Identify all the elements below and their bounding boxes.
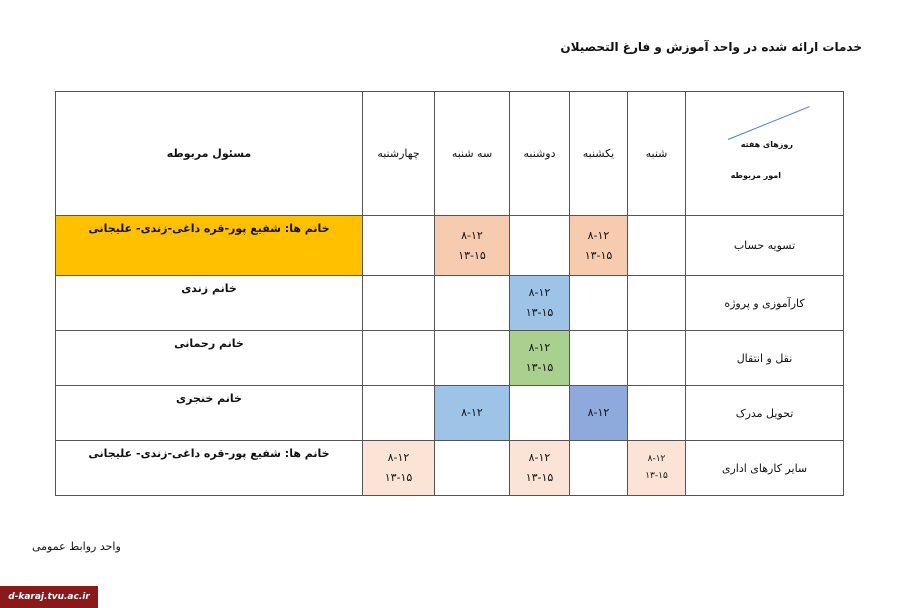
table-row bbox=[56, 216, 844, 276]
time-morning: ۸-۱۲ bbox=[528, 286, 551, 299]
task-name: نقل و انتقال bbox=[686, 331, 844, 386]
slot-tuesday bbox=[435, 331, 510, 386]
responsible-cell: خانم خنجری bbox=[56, 386, 363, 441]
task-name: سایر کارهای اداری bbox=[686, 441, 844, 496]
slot-sunday bbox=[570, 386, 628, 441]
site-watermark: d-karaj.tvu.ac.ir bbox=[0, 586, 98, 608]
footer-signature: واحد روابط عمومی bbox=[32, 540, 121, 553]
header-row bbox=[56, 92, 844, 216]
time-afternoon: ۱۳-۱۵ bbox=[525, 361, 554, 374]
slot-saturday bbox=[628, 331, 686, 386]
slot-wednesday bbox=[363, 441, 435, 496]
slot-saturday bbox=[628, 276, 686, 331]
time-afternoon: ۱۳-۱۵ bbox=[645, 471, 668, 481]
time-morning: ۸-۱۲ bbox=[461, 406, 483, 419]
slot-wednesday bbox=[363, 216, 435, 276]
document-title: خدمات ارائه شده در واحد آموزش و فارغ التحصیلان bbox=[560, 40, 862, 54]
day-header-monday: دوشنبه bbox=[510, 92, 570, 216]
slot-sunday bbox=[570, 276, 628, 331]
task-name: تحویل مدرک bbox=[686, 386, 844, 441]
day-header-tuesday: سه شنبه bbox=[435, 92, 510, 216]
slot-monday bbox=[510, 331, 570, 386]
day-header-wednesday: چهارشنبه bbox=[363, 92, 435, 216]
slot-monday bbox=[510, 276, 570, 331]
time-afternoon: ۱۳-۱۵ bbox=[458, 248, 486, 262]
time-afternoon: ۱۳-۱۵ bbox=[525, 306, 554, 319]
diagonal-line bbox=[728, 106, 810, 140]
slot-wednesday bbox=[363, 276, 435, 331]
table-row bbox=[56, 386, 844, 441]
slot-tuesday bbox=[435, 441, 510, 496]
table-row bbox=[56, 276, 844, 331]
slot-saturday bbox=[628, 216, 686, 276]
responsible-cell: خانم زندی bbox=[56, 276, 363, 331]
time-afternoon: ۱۳-۱۵ bbox=[525, 471, 554, 484]
slot-sunday bbox=[570, 331, 628, 386]
slot-monday bbox=[510, 216, 570, 276]
time-morning: ۸-۱۲ bbox=[647, 454, 666, 464]
slot-saturday bbox=[628, 386, 686, 441]
time-morning: ۸-۱۲ bbox=[587, 406, 610, 419]
slot-tuesday bbox=[435, 216, 510, 276]
task-name: تسویه حساب bbox=[686, 216, 844, 276]
slot-monday bbox=[510, 441, 570, 496]
time-morning: ۸-۱۲ bbox=[528, 451, 551, 464]
time-afternoon: ۱۳-۱۵ bbox=[584, 248, 613, 262]
schedule-table bbox=[55, 91, 844, 496]
responsible-cell: خانم رحمانی bbox=[56, 331, 363, 386]
slot-wednesday bbox=[363, 386, 435, 441]
task-name: کارآموزی و پروژه bbox=[686, 276, 844, 331]
slot-sunday bbox=[570, 216, 628, 276]
time-morning: ۸-۱۲ bbox=[528, 341, 551, 354]
day-header-saturday: شنبه bbox=[628, 92, 686, 216]
tasks-label: امور مربوطه bbox=[730, 171, 781, 180]
time-morning: ۸-۱۲ bbox=[461, 228, 483, 242]
slot-saturday bbox=[628, 441, 686, 496]
slot-wednesday bbox=[363, 331, 435, 386]
slot-sunday bbox=[570, 441, 628, 496]
time-afternoon: ۱۳-۱۵ bbox=[384, 471, 413, 484]
responsible-cell: خانم ها: شفیع پور-قره داغی-زندی- علیجانی bbox=[56, 216, 363, 276]
slot-monday bbox=[510, 386, 570, 441]
slot-tuesday bbox=[435, 276, 510, 331]
corner-cell bbox=[686, 92, 844, 216]
responsible-header: مسئول مربوطه bbox=[56, 92, 363, 216]
time-morning: ۸-۱۲ bbox=[587, 228, 610, 242]
day-header-sunday: یکشنبه bbox=[570, 92, 628, 216]
table-row bbox=[56, 331, 844, 386]
responsible-cell: خانم ها: شفیع پور-قره داغی-زندی- علیجانی bbox=[56, 441, 363, 496]
table-row bbox=[56, 441, 844, 496]
slot-tuesday bbox=[435, 386, 510, 441]
days-label: روزهای هفته bbox=[740, 140, 793, 149]
time-morning: ۸-۱۲ bbox=[387, 451, 410, 464]
